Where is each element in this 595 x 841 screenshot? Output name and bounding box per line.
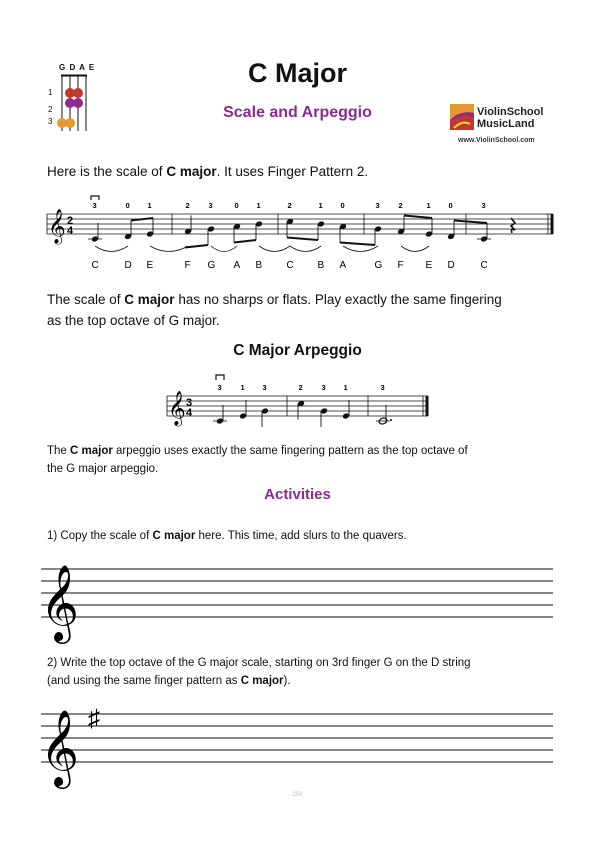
note-name: D: [124, 260, 132, 271]
note-name: B: [317, 260, 325, 271]
beam: [454, 221, 487, 224]
fingering-number: 2: [398, 201, 403, 210]
beam: [131, 218, 153, 221]
q1-pre: 1) Copy the scale of: [47, 530, 153, 542]
slur: [211, 246, 237, 252]
fingering-number: 2: [298, 383, 303, 392]
page-number: 250: [292, 792, 303, 798]
fingering-number: 0: [125, 201, 130, 210]
note-name: E: [146, 260, 154, 271]
note-name: A: [339, 260, 347, 271]
slur: [401, 246, 429, 252]
finger-diagram-strings: G D A E: [59, 63, 96, 72]
fingering-number: 3: [217, 383, 222, 392]
beam: [185, 245, 208, 248]
quarter-rest: [511, 218, 515, 233]
para3-bold: C major: [70, 445, 113, 457]
note-name: A: [233, 260, 241, 271]
note-name: F: [184, 260, 191, 271]
note-name: E: [425, 260, 433, 271]
time-signature-bottom: 4: [67, 225, 74, 237]
para2-bold: C major: [124, 292, 175, 307]
activity-1-text: [47, 527, 552, 545]
logo-line-1: ViolinSchool: [477, 106, 544, 118]
intro-pre: Here is the scale of: [47, 164, 167, 179]
fingering-number: 0: [340, 201, 345, 210]
q2-post: ).: [283, 675, 291, 687]
treble-clef: 𝄞: [40, 710, 80, 784]
fingering-number: 1: [426, 201, 431, 210]
q2-bold: C major: [240, 675, 284, 687]
slur: [343, 246, 378, 252]
fingering-number: 1: [343, 383, 348, 392]
q1-bold: C major: [152, 530, 196, 542]
fingering-number: 3: [375, 201, 380, 210]
slur: [259, 246, 290, 252]
arpeggio-description: [47, 442, 552, 478]
note-name: C: [91, 260, 99, 271]
activity-2-text: [47, 654, 552, 690]
scale-staff: [0, 195, 595, 275]
para2-line2: as the top octave of G major.: [47, 313, 220, 328]
activity-1-staff[interactable]: [0, 555, 595, 645]
arpeggio-staff: [0, 368, 595, 438]
para2-post: has no sharps or flats. Play exactly the same fingering: [174, 292, 502, 307]
fingering-number: 3: [380, 383, 385, 392]
beam: [287, 238, 318, 241]
fingering-number: 1: [256, 201, 261, 210]
slur: [290, 246, 321, 252]
fingering-number: 0: [448, 201, 453, 210]
slur: [150, 246, 188, 252]
note-name: F: [397, 260, 404, 271]
fingering-number: 0: [234, 201, 239, 210]
note-name: C: [286, 260, 294, 271]
finger-row-1-label: 1: [48, 88, 53, 97]
q2-line1: 2) Write the top octave of the G major scale, starting on 3rd finger G on the D string: [47, 657, 471, 669]
arpeggio-heading: C Major Arpeggio: [233, 342, 362, 359]
treble-clef: 𝄞: [40, 565, 80, 639]
fingering-number: 1: [240, 383, 245, 392]
logo-line-2: MusicLand: [477, 118, 535, 130]
fingering-number: 3: [92, 201, 97, 210]
q2-pre: (and using the same finger pattern as: [47, 675, 241, 687]
logo-url: www.ViolinSchool.com: [458, 137, 535, 144]
time-signature-top: 2: [67, 215, 74, 227]
treble-clef: 𝄞: [168, 392, 186, 425]
down-bow-mark: [91, 196, 99, 200]
note-name: G: [374, 260, 383, 271]
beam: [404, 216, 432, 219]
page-title: C Major: [247, 58, 347, 88]
fingering-number: 1: [147, 201, 152, 210]
fingering-number: 3: [208, 201, 213, 210]
logo-icon: [450, 104, 474, 130]
note-name: D: [447, 260, 455, 271]
intro-text: [47, 161, 552, 182]
para3-post: arpeggio uses exactly the same fingering pattern as the top octave of: [112, 445, 468, 457]
fingering-number: 3: [321, 383, 326, 392]
activity-2-staff[interactable]: [0, 700, 595, 790]
finger-row-3-label: 3: [48, 117, 53, 126]
note-name: B: [255, 260, 263, 271]
time-signature-top: 3: [186, 397, 193, 409]
fingering-number: 1: [318, 201, 323, 210]
activities-heading: Activities: [264, 486, 331, 503]
beam: [340, 243, 375, 246]
fingering-number: 3: [262, 383, 267, 392]
time-signature-bottom: 4: [186, 407, 193, 419]
para3-pre: The: [47, 445, 71, 457]
intro-bold: C major: [166, 164, 217, 179]
page-subtitle: Scale and Arpeggio: [223, 104, 372, 121]
sharp-sign: ♯: [88, 705, 100, 732]
logo: [450, 104, 560, 146]
q1-post: here. This time, add slurs to the quavers.: [195, 530, 407, 542]
finger-dot: [73, 88, 83, 98]
down-bow-mark: [216, 375, 224, 380]
beam: [234, 240, 256, 243]
treble-clef: 𝄞: [48, 210, 66, 243]
fingering-number: 2: [287, 201, 292, 210]
para3-line2: the G major arpeggio.: [47, 463, 159, 475]
dot: [390, 419, 392, 421]
slur: [95, 246, 128, 252]
fingering-number: 2: [185, 201, 190, 210]
finger-row-2-label: 2: [48, 105, 53, 114]
scale-description: [47, 289, 552, 331]
fingering-number: 3: [481, 201, 486, 210]
note-name: G: [207, 260, 216, 271]
note-name: C: [480, 260, 488, 271]
para2-pre: The scale of: [47, 292, 125, 307]
intro-post: . It uses Finger Pattern 2.: [216, 164, 369, 179]
